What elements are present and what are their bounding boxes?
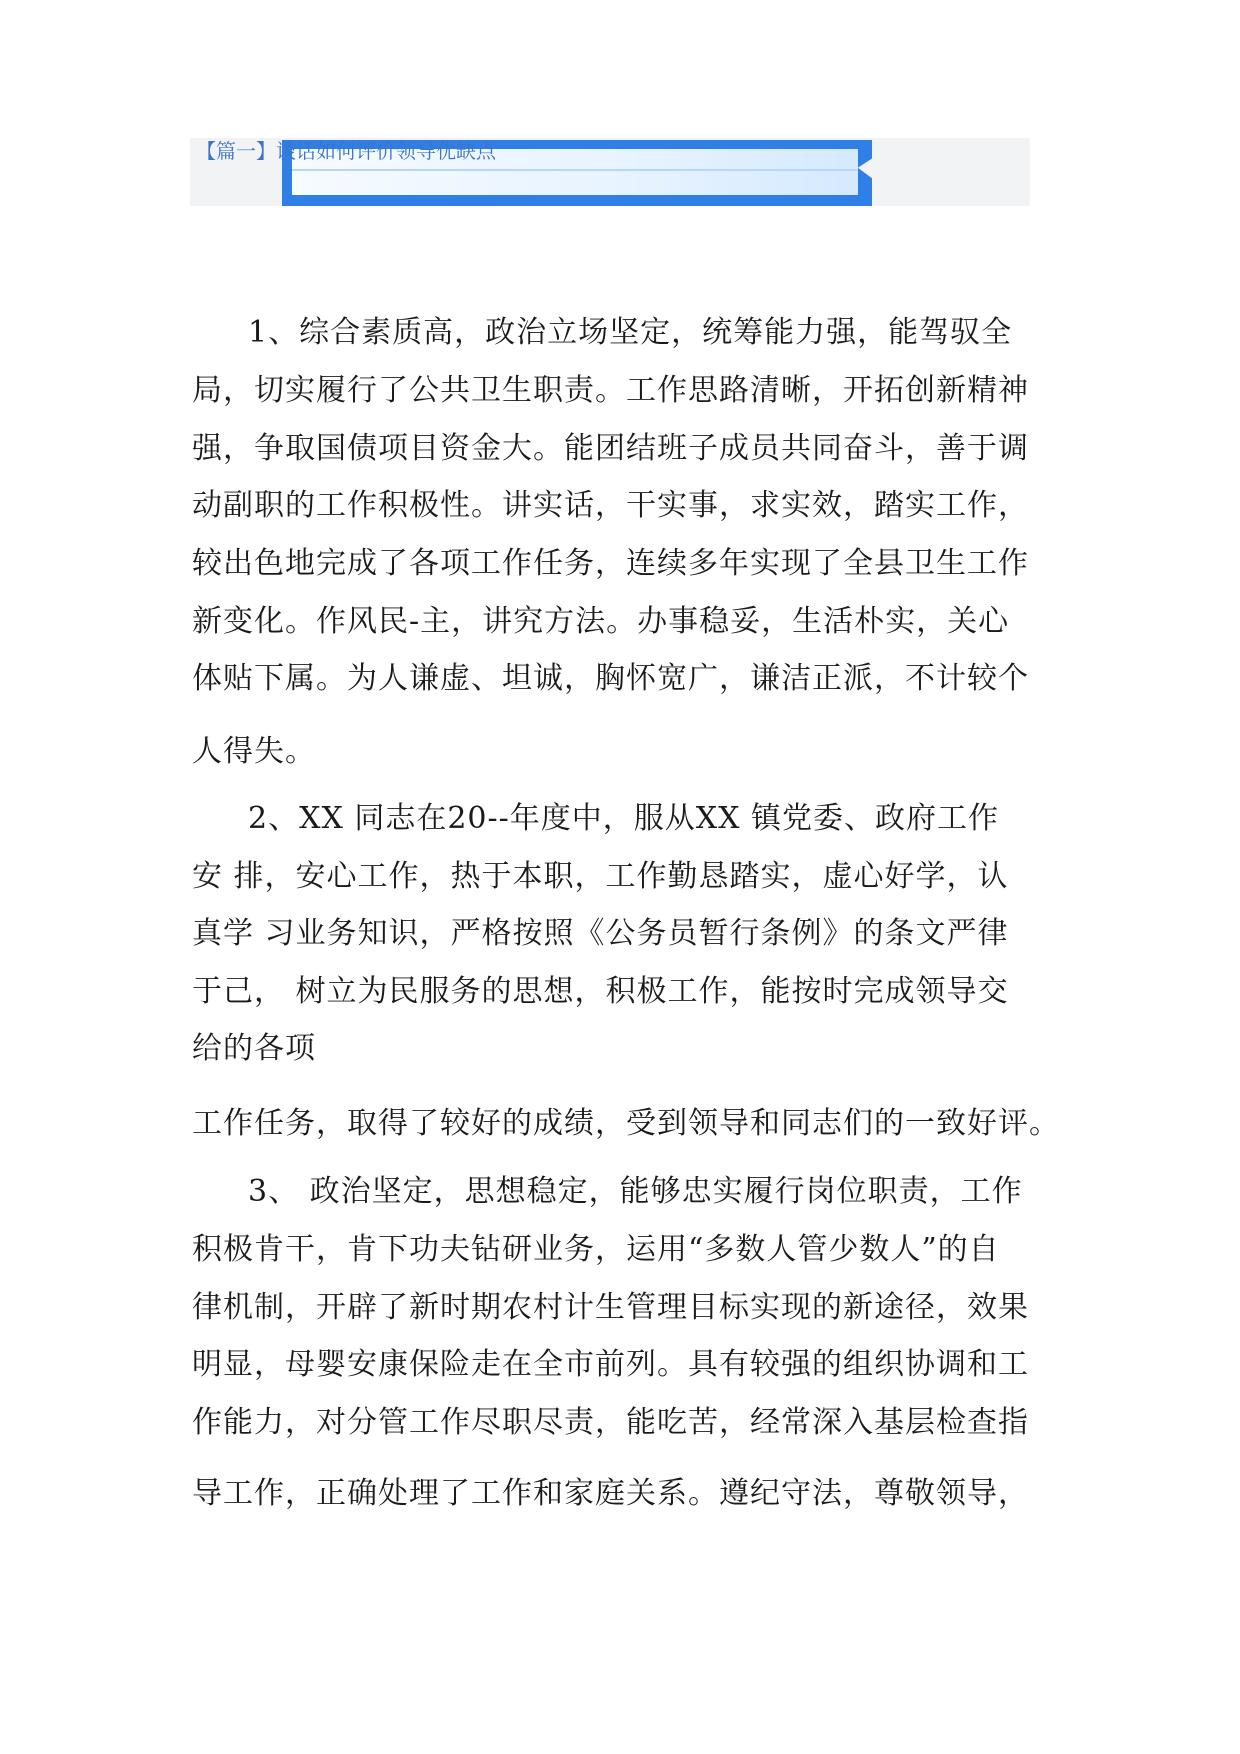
body-line: 明显，母婴安康保险走在全市前列。具有较强的组织协调和工 xyxy=(192,1347,1029,1382)
body-line: 2、XX 同志在20--年度中，服从XX 镇党委、政府工作 xyxy=(248,801,1000,836)
body-line: 导工作，正确处理了工作和家庭关系。遵纪守法，尊敬领导， xyxy=(192,1476,1029,1511)
body-line: 动副职的工作积极性。讲实话，干实事，求实效，踏实工作， xyxy=(192,488,1029,523)
body-line: 1、综合素质高，政治立场坚定，统筹能力强，能驾驭全 xyxy=(248,315,1013,350)
body-line: 强，争取国债项目资金大。能团结班子成员共同奋斗，善于调 xyxy=(192,431,1029,466)
body-line: 较出色地完成了各项工作任务，连续多年实现了全县卫生工作 xyxy=(192,546,1029,581)
body-line: 真学 习业务知识，严格按照《公务员暂行条例》的条文严律 xyxy=(192,916,1009,951)
body-line: 3、 政治坚定，思想稳定，能够忠实履行岗位职责，工作 xyxy=(248,1174,1023,1209)
body-line: 工作任务，取得了较好的成绩，受到领导和同志们的一致好评。 xyxy=(192,1106,1060,1141)
body-line: 安 排，安心工作，热于本职，工作勤恳踏实，虚心好学，认 xyxy=(192,859,1009,894)
body-line: 给的各项 xyxy=(192,1031,316,1066)
body-line: 积极肯干，肯下功夫钻研业务，运用“多数人管少数人”的自 xyxy=(192,1232,1000,1267)
body-line: 律机制，开辟了新时期农村计生管理目标实现的新途径，效果 xyxy=(192,1290,1029,1325)
document-title: 【篇一】谈话如何评价领导优缺点 xyxy=(196,139,496,163)
body-line: 局，切实履行了公共卫生职责。工作思路清晰，开拓创新精神 xyxy=(192,373,1029,408)
body-line: 体贴下属。为人谦虚、坦诚，胸怀宽广，谦洁正派，不计较个 xyxy=(192,661,1029,696)
body-line: 于己， 树立为民服务的思想，积极工作，能按时完成领导交 xyxy=(192,974,1009,1009)
body-line: 人得失。 xyxy=(192,734,316,769)
body-line: 新变化。作风民-主，讲究方法。办事稳妥，生活朴实，关心 xyxy=(192,604,1010,639)
body-line: 作能力，对分管工作尽职尽责，能吃苦，经常深入基层检查指 xyxy=(192,1405,1029,1440)
